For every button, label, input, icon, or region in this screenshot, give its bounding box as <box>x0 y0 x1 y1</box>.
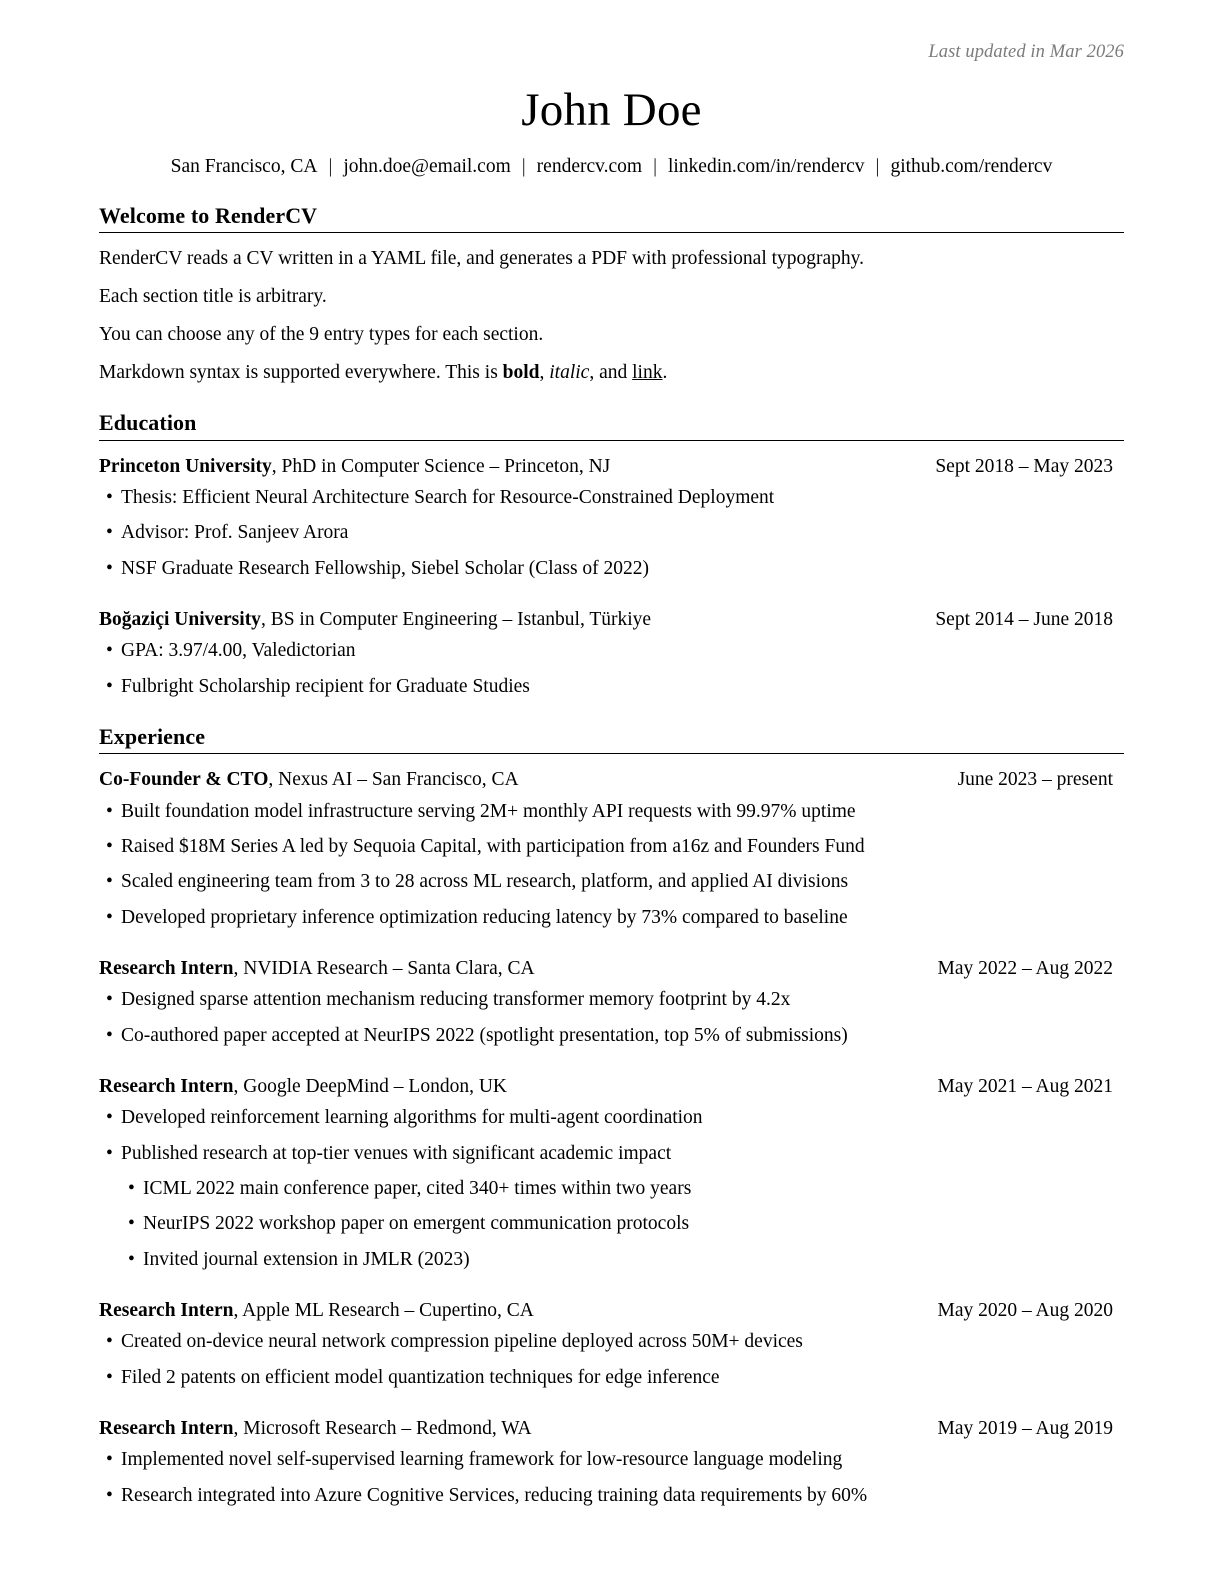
section-body <box>99 233 1124 385</box>
entry-title: Research Intern <box>99 1300 234 1322</box>
paragraph <box>99 360 1124 386</box>
page-title: John Doe <box>521 84 702 136</box>
highlight-list <box>99 1447 1124 1508</box>
entry-title: Research Intern <box>99 957 234 979</box>
text: , <box>539 361 550 383</box>
sub-highlight-item: • ICML 2022 main conference paper, cited 340+ times within two years <box>121 1176 1124 1201</box>
highlight-list <box>99 638 1124 699</box>
entry-date: Sept 2014 – June 2018 <box>935 608 1113 630</box>
contact-separator: | <box>328 156 333 177</box>
highlight-text: • Fulbright Scholarship recipient for Graduate Studies <box>121 676 530 697</box>
entry-title-wrap <box>99 607 911 632</box>
highlight-item <box>99 485 1124 510</box>
entry-title: Princeton University <box>99 455 272 477</box>
highlight-text: • NSF Graduate Research Fellowship, Siebel Scholar (Class of 2022) <box>121 558 649 579</box>
sections-container <box>99 203 1124 1508</box>
highlight-text: • Co-authored paper accepted at NeurIPS 2022 (spotlight presentation, top 5% of submissions) <box>121 1025 848 1046</box>
entry-title-wrap <box>99 1298 914 1323</box>
highlight-list <box>99 987 1124 1048</box>
highlight-item <box>99 556 1124 581</box>
highlight-list <box>99 799 1124 930</box>
entry-date: June 2023 – present <box>957 769 1113 791</box>
entry-title: Research Intern <box>99 1075 234 1097</box>
highlight-text: • Raised $18M Series A led by Sequoia Capital, with participation from a16z and Founders Fund <box>121 836 865 857</box>
highlight-text: • Thesis: Efficient Neural Architecture Search for Resource-Constrained Deployment <box>121 487 774 508</box>
highlight-text: • Designed sparse attention mechanism reducing transformer memory footprint by 4.2x <box>121 989 790 1010</box>
highlight-text: • Developed proprietary inference optimization reducing latency by 73% compared to baseline <box>121 907 848 928</box>
entry-date: May 2019 – Aug 2019 <box>937 1418 1113 1440</box>
entry <box>99 956 1124 1048</box>
highlight-item <box>99 1365 1124 1390</box>
highlight-text: • Advisor: Prof. Sanjeev Arora <box>121 522 348 543</box>
section-education <box>99 410 1124 699</box>
highlight-item <box>99 799 1124 824</box>
entry <box>99 454 1124 581</box>
highlight-list <box>99 1105 1124 1272</box>
highlight-item <box>99 638 1124 663</box>
section-heading: Experience <box>99 724 1124 754</box>
entry-subtitle: , PhD in Computer Science – Princeton, NJ <box>271 455 611 477</box>
entry-date: May 2022 – Aug 2022 <box>937 957 1113 979</box>
contact-location[interactable]: San Francisco, CA <box>170 156 318 177</box>
entry-header <box>99 956 1113 981</box>
contact-separator: | <box>653 156 657 177</box>
highlight-item <box>99 1141 1124 1272</box>
highlight-text: • Created on-device neural network compression pipeline deployed across 50M+ devices <box>121 1331 803 1352</box>
text: RenderCV reads a CV written in a YAML file, and generates a PDF with professional typography. <box>99 248 865 270</box>
contact-email[interactable]: john.doe@email.com <box>343 156 511 177</box>
entry <box>99 607 1124 699</box>
contact-line <box>99 156 1124 178</box>
entry-subtitle: , Google DeepMind – London, UK <box>233 1075 508 1097</box>
highlight-item <box>99 674 1124 699</box>
highlight-item <box>99 520 1124 545</box>
entry <box>99 1298 1124 1390</box>
paragraph <box>99 246 1124 272</box>
text: Each section title is arbitrary. <box>99 286 327 308</box>
highlight-item <box>99 987 1124 1012</box>
text: You can choose any of the 9 entry types for each section. <box>99 323 544 345</box>
sub-highlight-item: • NeurIPS 2022 workshop paper on emergent communication protocols <box>121 1211 1124 1236</box>
section-welcome-to-rendercv <box>99 203 1124 385</box>
entry-title: Co-Founder & CTO <box>99 769 269 791</box>
entry-subtitle: , NVIDIA Research – Santa Clara, CA <box>233 957 535 979</box>
highlight-item <box>99 1023 1124 1048</box>
section-heading: Welcome to RenderCV <box>99 203 1124 233</box>
entry-header <box>99 1074 1113 1099</box>
highlight-item <box>99 905 1124 930</box>
section-body <box>99 441 1124 699</box>
entry-title-wrap <box>99 956 914 981</box>
highlight-list <box>99 485 1124 581</box>
contact-separator: | <box>521 156 526 177</box>
italic-text: italic <box>549 361 590 383</box>
highlight-text: • GPA: 3.97/4.00, Valedictorian <box>121 640 356 661</box>
section-experience <box>99 724 1124 1508</box>
highlight-text: • Scaled engineering team from 3 to 28 across ML research, platform, and applied AI divisions <box>121 871 848 892</box>
text: , and <box>589 361 633 383</box>
paragraph <box>99 322 1124 348</box>
entry-date: Sept 2018 – May 2023 <box>935 455 1113 477</box>
entry-header <box>99 607 1113 632</box>
entry <box>99 1416 1124 1508</box>
entry-title-wrap <box>99 1074 914 1099</box>
entry-title-wrap <box>99 767 934 792</box>
highlight-text: • Filed 2 patents on efficient model quantization techniques for edge inference <box>121 1367 720 1388</box>
contact-github[interactable]: github.com/rendercv <box>890 156 1053 177</box>
contact-linkedin[interactable]: linkedin.com/in/rendercv <box>667 156 865 177</box>
section-body <box>99 754 1124 1508</box>
entry-title: Boğaziçi University <box>99 608 261 630</box>
entry-date: May 2021 – Aug 2021 <box>937 1075 1113 1097</box>
sub-highlight-item: • Invited journal extension in JMLR (2023) <box>121 1247 1124 1272</box>
entry-title-wrap <box>99 1416 914 1441</box>
highlight-item <box>99 1105 1124 1130</box>
highlight-text: • Developed reinforcement learning algorithms for multi-agent coordination <box>121 1107 703 1128</box>
entry-title-wrap <box>99 454 911 479</box>
inline-link[interactable]: link <box>632 361 663 383</box>
entry-header <box>99 1298 1113 1323</box>
section-heading: Education <box>99 410 1124 440</box>
entry-header <box>99 1416 1113 1441</box>
paragraph <box>99 284 1124 310</box>
entry-header <box>99 454 1113 479</box>
highlight-item <box>99 869 1124 894</box>
highlight-text: • Implemented novel self-supervised learning framework for low-resource language modeling <box>121 1449 842 1470</box>
highlight-list <box>99 1329 1124 1390</box>
entry-subtitle: , Nexus AI – San Francisco, CA <box>268 769 519 791</box>
sub-highlight-list <box>121 1176 1124 1272</box>
highlight-item <box>99 834 1124 859</box>
entry-header <box>99 767 1113 792</box>
text: . <box>662 361 668 383</box>
entry-subtitle: , BS in Computer Engineering – Istanbul, Türkiye <box>260 608 652 630</box>
entry <box>99 767 1124 930</box>
entry-title: Research Intern <box>99 1418 234 1440</box>
highlight-item <box>99 1447 1124 1472</box>
entry-date: May 2020 – Aug 2020 <box>937 1300 1113 1322</box>
entry-subtitle: , Apple ML Research – Cupertino, CA <box>233 1300 534 1322</box>
bold-text: bold <box>502 361 540 383</box>
highlight-text: • Built foundation model infrastructure serving 2M+ monthly API requests with 99.97% uptime <box>121 801 856 822</box>
highlight-item <box>99 1483 1124 1508</box>
entry <box>99 1074 1124 1272</box>
cv-content <box>99 0 1124 1508</box>
text: Markdown syntax is supported everywhere. This is <box>99 361 503 383</box>
highlight-item <box>99 1329 1124 1354</box>
contact-website[interactable]: rendercv.com <box>536 156 643 177</box>
highlight-text: • Research integrated into Azure Cognitive Services, reducing training data requirements by 60% <box>121 1485 867 1506</box>
entry-subtitle: , Microsoft Research – Redmond, WA <box>233 1418 532 1440</box>
highlight-text: • Published research at top-tier venues with significant academic impact <box>121 1143 671 1164</box>
last-updated-text: Last updated in Mar 2026 <box>928 42 1124 62</box>
contact-separator: | <box>875 156 880 177</box>
